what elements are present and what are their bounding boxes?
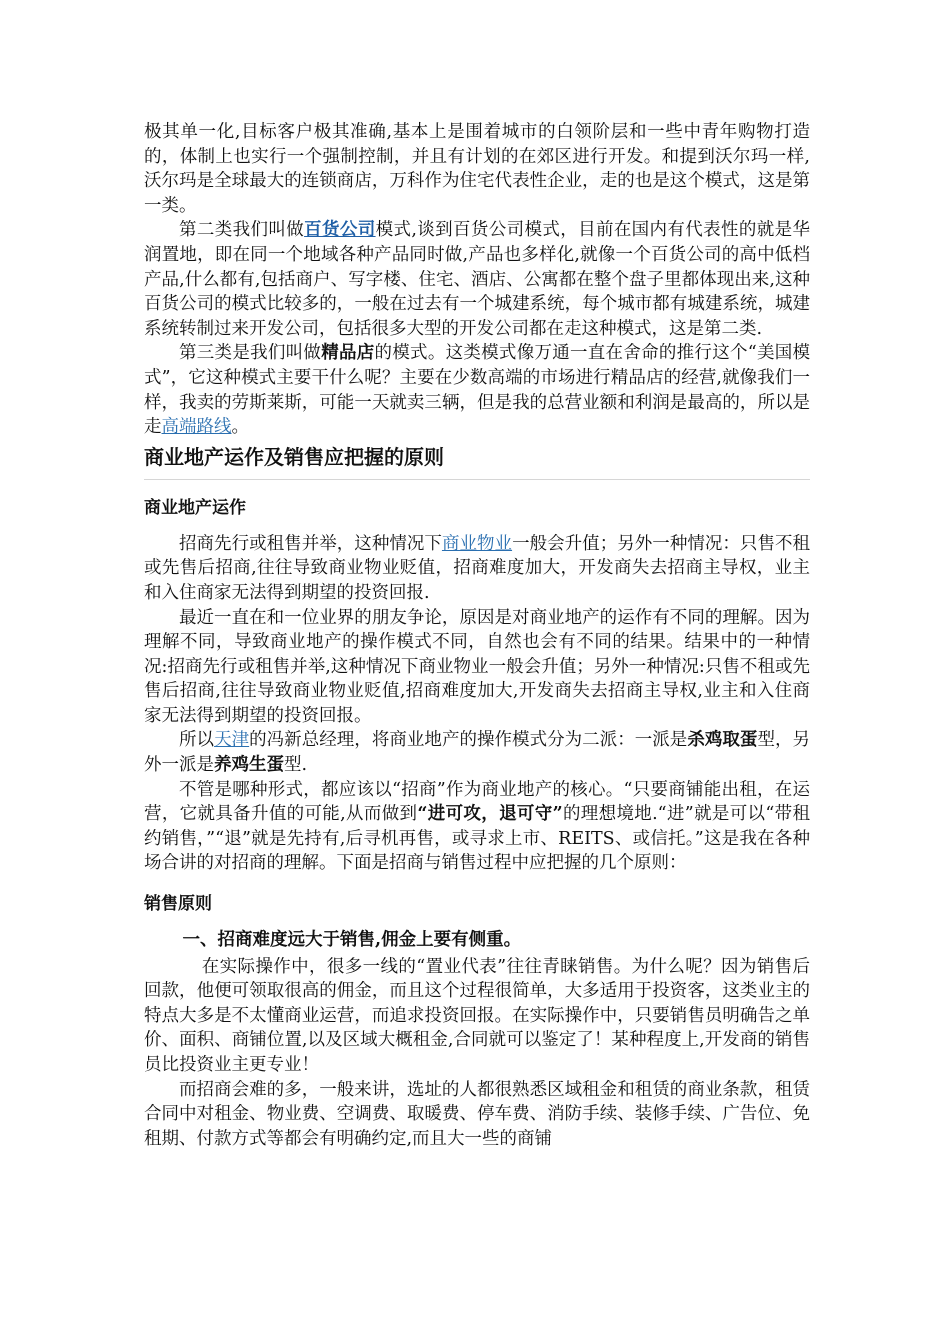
bold-term-raise-chicken: 养鸡生蛋 [214,755,284,776]
operation-paragraph-3 [144,728,810,777]
bold-term-boutique: 精品店 [321,343,375,364]
text-run: 所以 [179,730,215,751]
text-run: 型. [284,755,308,776]
tianjin-link[interactable]: 天津 [214,730,250,751]
sales-paragraph-1: 在实际操作中，很多一线的“置业代表”往往青睐销售。为什么呢？因为销售后回款，他便可领取很高的佣金，而且这个过程很简单，大多适用于投资客，这类业主的特点大多是不太懂商业运营，而追求投资回报。在实际操作中，只要销售员明确告之单价、面积、商铺位置,以及区域大概租金,合同就可以鉴定了！某种程度上,开发商的销售员比投资业主更专业！ [144,956,810,1075]
bold-term-advance-retreat: “进可攻，退可守” [417,804,563,825]
intro-paragraph-3 [144,341,810,439]
sales-paragraph-2: 而招商会难的多，一般来讲，选址的人都很熟悉区域租金和租赁的商业条款，租赁合同中对租金、物业费、空调费、取暖费、停车费、消防手续、装修手续、广告位、免租期、付款方式等都会有明确约定,而且大一些的商铺 [144,1079,810,1149]
text-run: 。 [231,417,249,438]
high-end-route-link[interactable]: 高端路线 [161,417,232,438]
sales-item-1-title: 一、招商难度远大于销售,佣金上要有侧重。 [182,930,522,951]
commercial-property-link[interactable]: 商业物业 [441,533,513,554]
sales-heading: 销售原则 [144,894,212,915]
intro-paragraph-2 [144,218,810,341]
operation-paragraph-4 [144,778,810,876]
document-page [144,120,810,1151]
department-store-link[interactable]: 百货公司 [304,220,376,241]
operation-heading: 商业地产运作 [144,497,246,518]
text-run: 的理想境地.“进”就是可以“带租约销售，”“退”就是先持有,后寻机再售，或寻求上市、REITS、或信托。”这是我在各种场合讲的对招商的理解。下面是招商与销售过程中应把握的几个原则： [144,804,811,874]
text-run: 的冯新总经理，将商业地产的操作模式分为二派：一派是 [249,730,688,751]
text-run: 一般会升值；另外一种情况：只售不租或先售后招商,往往导致商业物业贬值，招商难度加大，开发商失去招商主导权，业主和入住商家无法得到期望的投资回报. [144,533,811,603]
bold-term-kill-chicken: 杀鸡取蛋 [687,730,758,751]
text-run: 第三类是我们叫做 [179,343,322,364]
section-title: 商业地产运作及销售应把握的原则 [144,444,810,480]
text-run: 第二类我们叫做 [179,220,305,241]
operation-paragraph-2: 最近一直在和一位业界的朋友争论，原因是对商业地产的运作有不同的理解。因为理解不同，导致商业地产的操作模式不同，自然也会有不同的结果。结果中的一种情况:招商先行或租售并举,这种情况下商业物业一般会升值；另外一种情况:只售不租或先售后招商,往往导致商业物业贬值,招商难度加大,开发商失去招商主导权,业主和入住商家无法得到期望的投资回报。 [144,607,810,726]
intro-paragraph-1: 极其单一化,目标客户极其准确,基本上是围着城市的白领阶层和一些中青年购物打造的，体制上也实行一个强制控制，并且有计划的在郊区进行开发。和提到沃尔玛一样,沃尔玛是全球最大的连锁商店，万科作为住宅代表性企业，走的也是这个模式，这是第一类。 [144,122,810,216]
text-run: 模式,谈到百货公司模式，目前在国内有代表性的就是华润置地，即在同一个地域各种产品同时做,产品也多样化,就像一个百货公司的高中低档产品,什么都有,包括商户、写字楼、住宅、酒店、公寓都在整个盘子里都体现出来,这种百货公司的模式比较多的，一般在过去有一个城建系统，每个城市都有城建系统，城建系统转制过来开发公司，包括很多大型的开发公司都在走这种模式，这是第二类. [144,220,811,339]
text-run: 型，另外一派是 [144,730,811,776]
operation-paragraph-1 [144,532,810,606]
text-run: 招商先行或租售并举，这种情况下 [179,533,442,554]
text-run: 的模式。这类模式像万通一直在舍命的推行这个“美国模式”，它这种模式主要干什么呢？主要在少数高端的市场进行精品店的经营,就像我们一样，我卖的劳斯莱斯，可能一天就卖三辆，但是我的总营业额和利润是最高的，所以是走 [144,343,811,438]
text-run: 不管是哪种形式，都应该以“招商”作为商业地产的核心。“只要商铺能出租，在运营，它就具备升值的可能,从而做到 [144,779,810,825]
